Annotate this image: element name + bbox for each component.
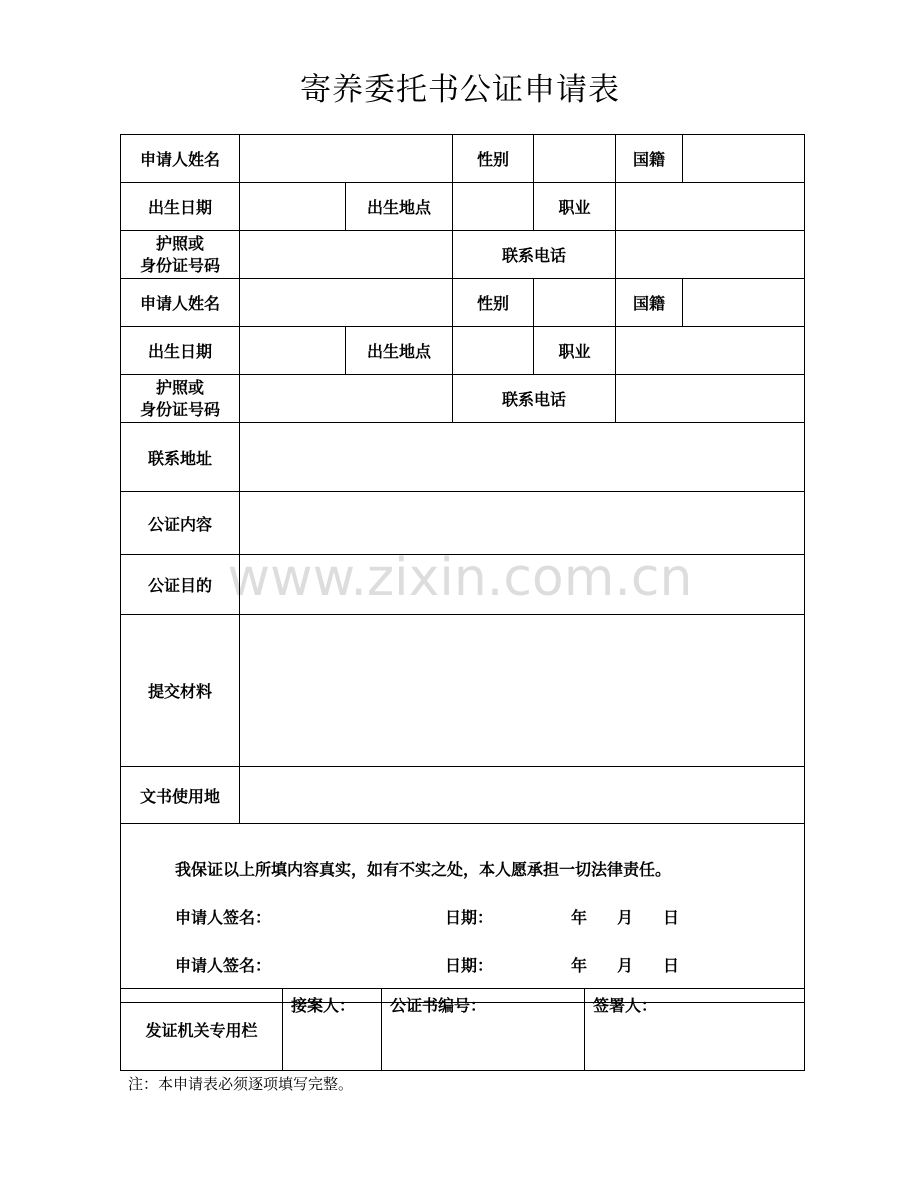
id-number-field[interactable] <box>240 231 453 279</box>
id-label-line2: 身份证号码 <box>139 255 220 275</box>
cert-number-field[interactable] <box>382 989 585 1071</box>
application-form-table <box>120 134 805 1003</box>
applicant2-row-name <box>121 279 805 327</box>
birthplace-field[interactable] <box>453 183 534 231</box>
year-label: 年 <box>571 908 588 927</box>
dob-field[interactable] <box>240 183 346 231</box>
birthplace-label: 出生地点 <box>346 327 453 375</box>
materials-label: 提交材料 <box>121 615 240 767</box>
id-number-label <box>121 375 240 423</box>
gender-field[interactable] <box>534 279 616 327</box>
gender-label: 性别 <box>453 135 534 183</box>
id-label-line1: 护照或 <box>155 377 204 397</box>
birthplace-field[interactable] <box>453 327 534 375</box>
dob-label: 出生日期 <box>121 183 240 231</box>
office-section-label: 发证机关专用栏 <box>121 989 283 1071</box>
notarization-content-label: 公证内容 <box>121 492 240 555</box>
declaration-section <box>121 824 805 1003</box>
notarization-content-field[interactable] <box>240 492 805 555</box>
occupation-label: 职业 <box>534 183 616 231</box>
materials-field[interactable] <box>240 615 805 767</box>
dob-field[interactable] <box>240 327 346 375</box>
signatory-label: 签署人： <box>593 996 658 1015</box>
phone-field[interactable] <box>616 231 805 279</box>
address-field[interactable] <box>240 423 805 492</box>
name-label: 申请人姓名 <box>121 135 240 183</box>
occupation-label: 职业 <box>534 327 616 375</box>
footnote: 注：本申请表必须逐项填写完整。 <box>128 1075 354 1093</box>
usage-place-label: 文书使用地 <box>121 767 240 824</box>
dob-label: 出生日期 <box>121 327 240 375</box>
office-use-row <box>121 989 805 1071</box>
occupation-field[interactable] <box>616 327 805 375</box>
day-label: 日 <box>663 908 680 927</box>
year-label: 年 <box>571 956 588 975</box>
receiver-field[interactable] <box>283 989 382 1071</box>
gender-field[interactable] <box>534 135 616 183</box>
id-label-line2: 身份证号码 <box>139 399 220 419</box>
month-label: 月 <box>617 908 634 927</box>
materials-row <box>121 615 805 767</box>
declaration-row <box>121 824 805 1003</box>
gender-label: 性别 <box>453 279 534 327</box>
name-label: 申请人姓名 <box>121 279 240 327</box>
occupation-field[interactable] <box>616 183 805 231</box>
phone-label: 联系电话 <box>453 375 616 423</box>
phone-field[interactable] <box>616 375 805 423</box>
content-row <box>121 492 805 555</box>
date-label: 日期： <box>445 908 494 927</box>
usage-place-field[interactable] <box>240 767 805 824</box>
phone-label: 联系电话 <box>453 231 616 279</box>
name-field[interactable] <box>240 135 453 183</box>
address-row <box>121 423 805 492</box>
nationality-label: 国籍 <box>616 135 683 183</box>
nationality-field[interactable] <box>683 135 805 183</box>
applicant1-row-id <box>121 231 805 279</box>
id-number-field[interactable] <box>240 375 453 423</box>
date-label: 日期： <box>445 956 494 975</box>
name-field[interactable] <box>240 279 453 327</box>
id-number-label <box>121 231 240 279</box>
applicant1-row-name <box>121 135 805 183</box>
nationality-label: 国籍 <box>616 279 683 327</box>
signer-label: 申请人签名： <box>175 908 272 927</box>
page-title: 寄养委托书公证申请表 <box>300 72 620 108</box>
id-label-line1: 护照或 <box>155 233 204 253</box>
watermark: www.zixin.com.cn <box>227 548 693 608</box>
notarization-purpose-label: 公证目的 <box>121 555 240 615</box>
cert-number-label: 公证书编号： <box>390 996 487 1015</box>
purpose-row <box>121 555 805 615</box>
usage-place-row <box>121 767 805 824</box>
signatory-field[interactable] <box>585 989 805 1071</box>
declaration-statement: 我保证以上所填内容真实，如有不实之处，本人愿承担一切法律责任。 <box>175 860 672 879</box>
signature-line-1 <box>175 906 804 954</box>
notarization-purpose-field[interactable] <box>240 555 805 615</box>
day-label: 日 <box>663 956 680 975</box>
birthplace-label: 出生地点 <box>346 183 453 231</box>
applicant1-row-birth <box>121 183 805 231</box>
address-label: 联系地址 <box>121 423 240 492</box>
month-label: 月 <box>617 956 634 975</box>
signer-label: 申请人签名： <box>175 956 272 975</box>
office-use-table <box>120 988 805 1071</box>
nationality-field[interactable] <box>683 279 805 327</box>
applicant2-row-birth <box>121 327 805 375</box>
receiver-label: 接案人： <box>291 996 356 1015</box>
applicant2-row-id <box>121 375 805 423</box>
